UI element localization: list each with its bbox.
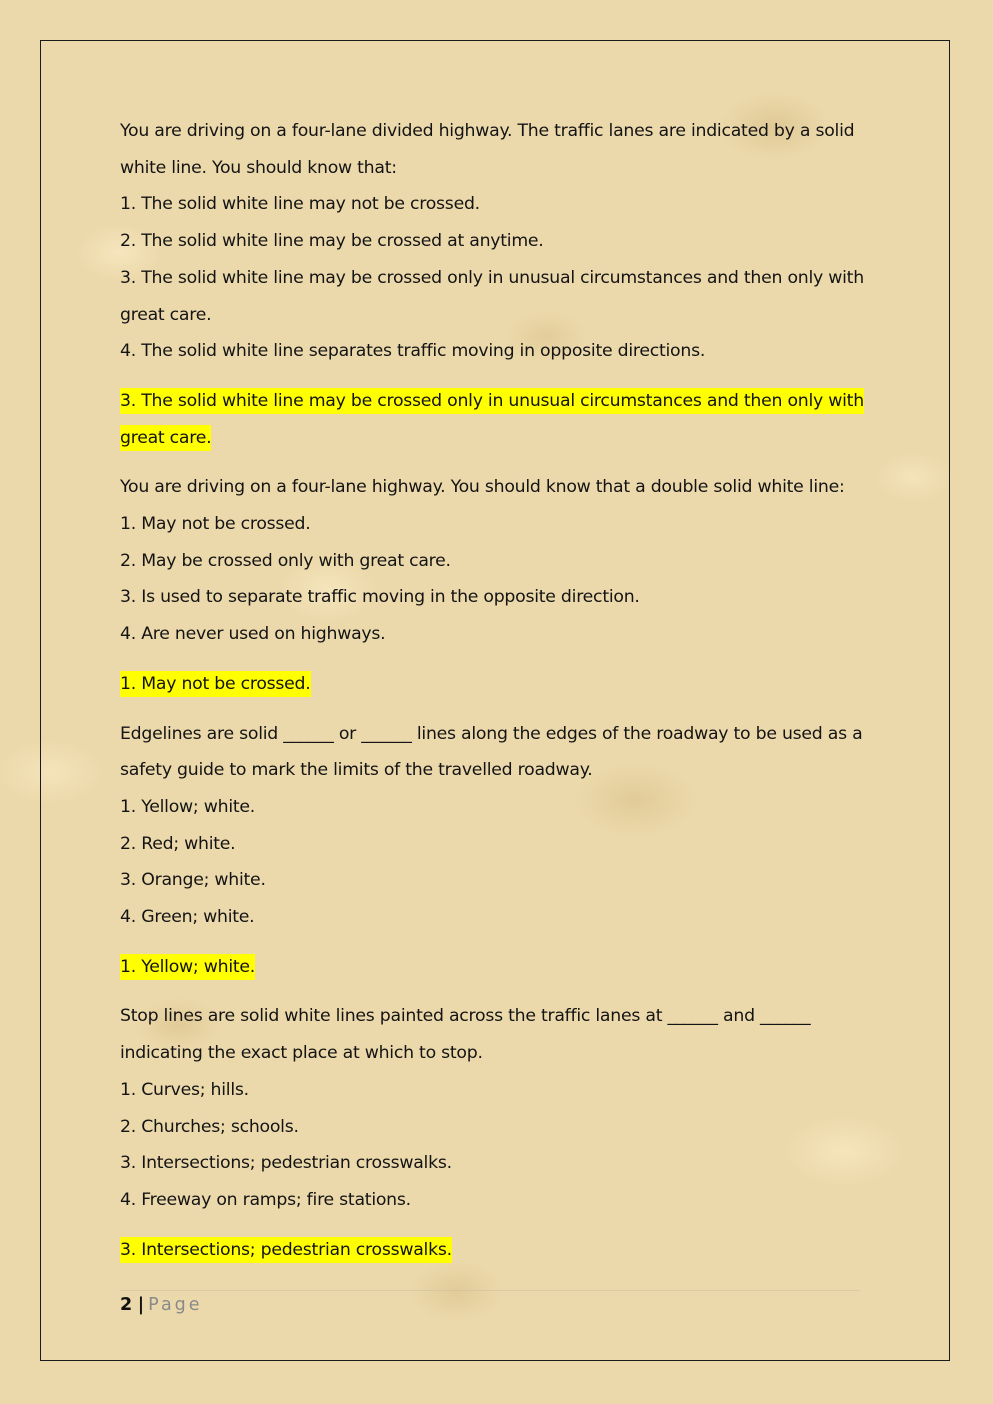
option-3: 3. Intersections; pedestrian crosswalks. (120, 1153, 452, 1174)
option-4: 4. Green; white. (120, 907, 255, 928)
question-text: You are driving on a four-lane divided highway. The traffic lanes are indicated by a solid (120, 121, 855, 141)
answer-text: 1. Yellow; white. (120, 956, 256, 977)
page-label: Page (148, 1295, 203, 1315)
option-1: 1. The solid white line may not be crossed. (120, 194, 480, 215)
answer-text: great care. (120, 427, 212, 448)
option-3: 3. Orange; white. (120, 870, 266, 891)
option-4: 4. The solid white line separates traffic moving in opposite directions. (120, 341, 706, 362)
question-text: You are driving on a four-lane highway. You should know that a double solid white line: (120, 477, 845, 498)
page-number: 2 (120, 1295, 133, 1315)
option-3-continued: great care. (120, 304, 212, 325)
option-2: 2. Churches; schools. (120, 1116, 299, 1137)
option-1: 1. May not be crossed. (120, 514, 311, 535)
highlighted-answer (120, 1232, 880, 1269)
option-4: 4. Are never used on highways. (120, 624, 386, 645)
option-1: 1. Curves; hills. (120, 1079, 249, 1100)
footer-separator: | (137, 1295, 145, 1315)
footer-divider (120, 1290, 860, 1291)
highlighted-answer (120, 949, 880, 986)
option-4: 4. Freeway on ramps; fire stations. (120, 1189, 411, 1210)
question-block-2 (120, 469, 880, 653)
answer-text: 1. May not be crossed. (120, 673, 311, 694)
question-block-3 (120, 716, 880, 936)
document-body (120, 113, 880, 1281)
question-text: indicating the exact place at which to stop. (120, 1043, 483, 1064)
answer-text: 3. Intersections; pedestrian crosswalks. (120, 1239, 452, 1260)
option-2: 2. The solid white line may be crossed at anytime. (120, 231, 544, 252)
question-block-1 (120, 113, 880, 370)
question-block-4 (120, 998, 880, 1218)
option-3: 3. The solid white line may be crossed only in unusual circumstances and then only with (120, 267, 864, 288)
option-2: 2. Red; white. (120, 833, 236, 854)
answer-text: 3. The solid white line may be crossed only in unusual circumstances and then only with (120, 390, 864, 411)
option-1: 1. Yellow; white. (120, 796, 256, 817)
question-text: Stop lines are solid white lines painted across the traffic lanes at ______ and ______ (120, 1006, 811, 1027)
question-text: white line. You should know that: (120, 157, 397, 178)
highlighted-answer (120, 420, 880, 457)
answer-block-3 (120, 949, 880, 986)
answer-block-4 (120, 1232, 880, 1269)
question-text: Edgelines are solid ______ or ______ lines along the edges of the roadway to be used as a (120, 723, 863, 744)
question-text: safety guide to mark the limits of the travelled roadway. (120, 760, 593, 781)
page-footer (120, 1295, 203, 1315)
highlighted-answer (120, 666, 880, 703)
option-3: 3. Is used to separate traffic moving in the opposite direction. (120, 587, 640, 608)
answer-block-1 (120, 383, 880, 456)
option-2: 2. May be crossed only with great care. (120, 550, 451, 571)
highlighted-answer (120, 383, 880, 420)
answer-block-2 (120, 666, 880, 703)
